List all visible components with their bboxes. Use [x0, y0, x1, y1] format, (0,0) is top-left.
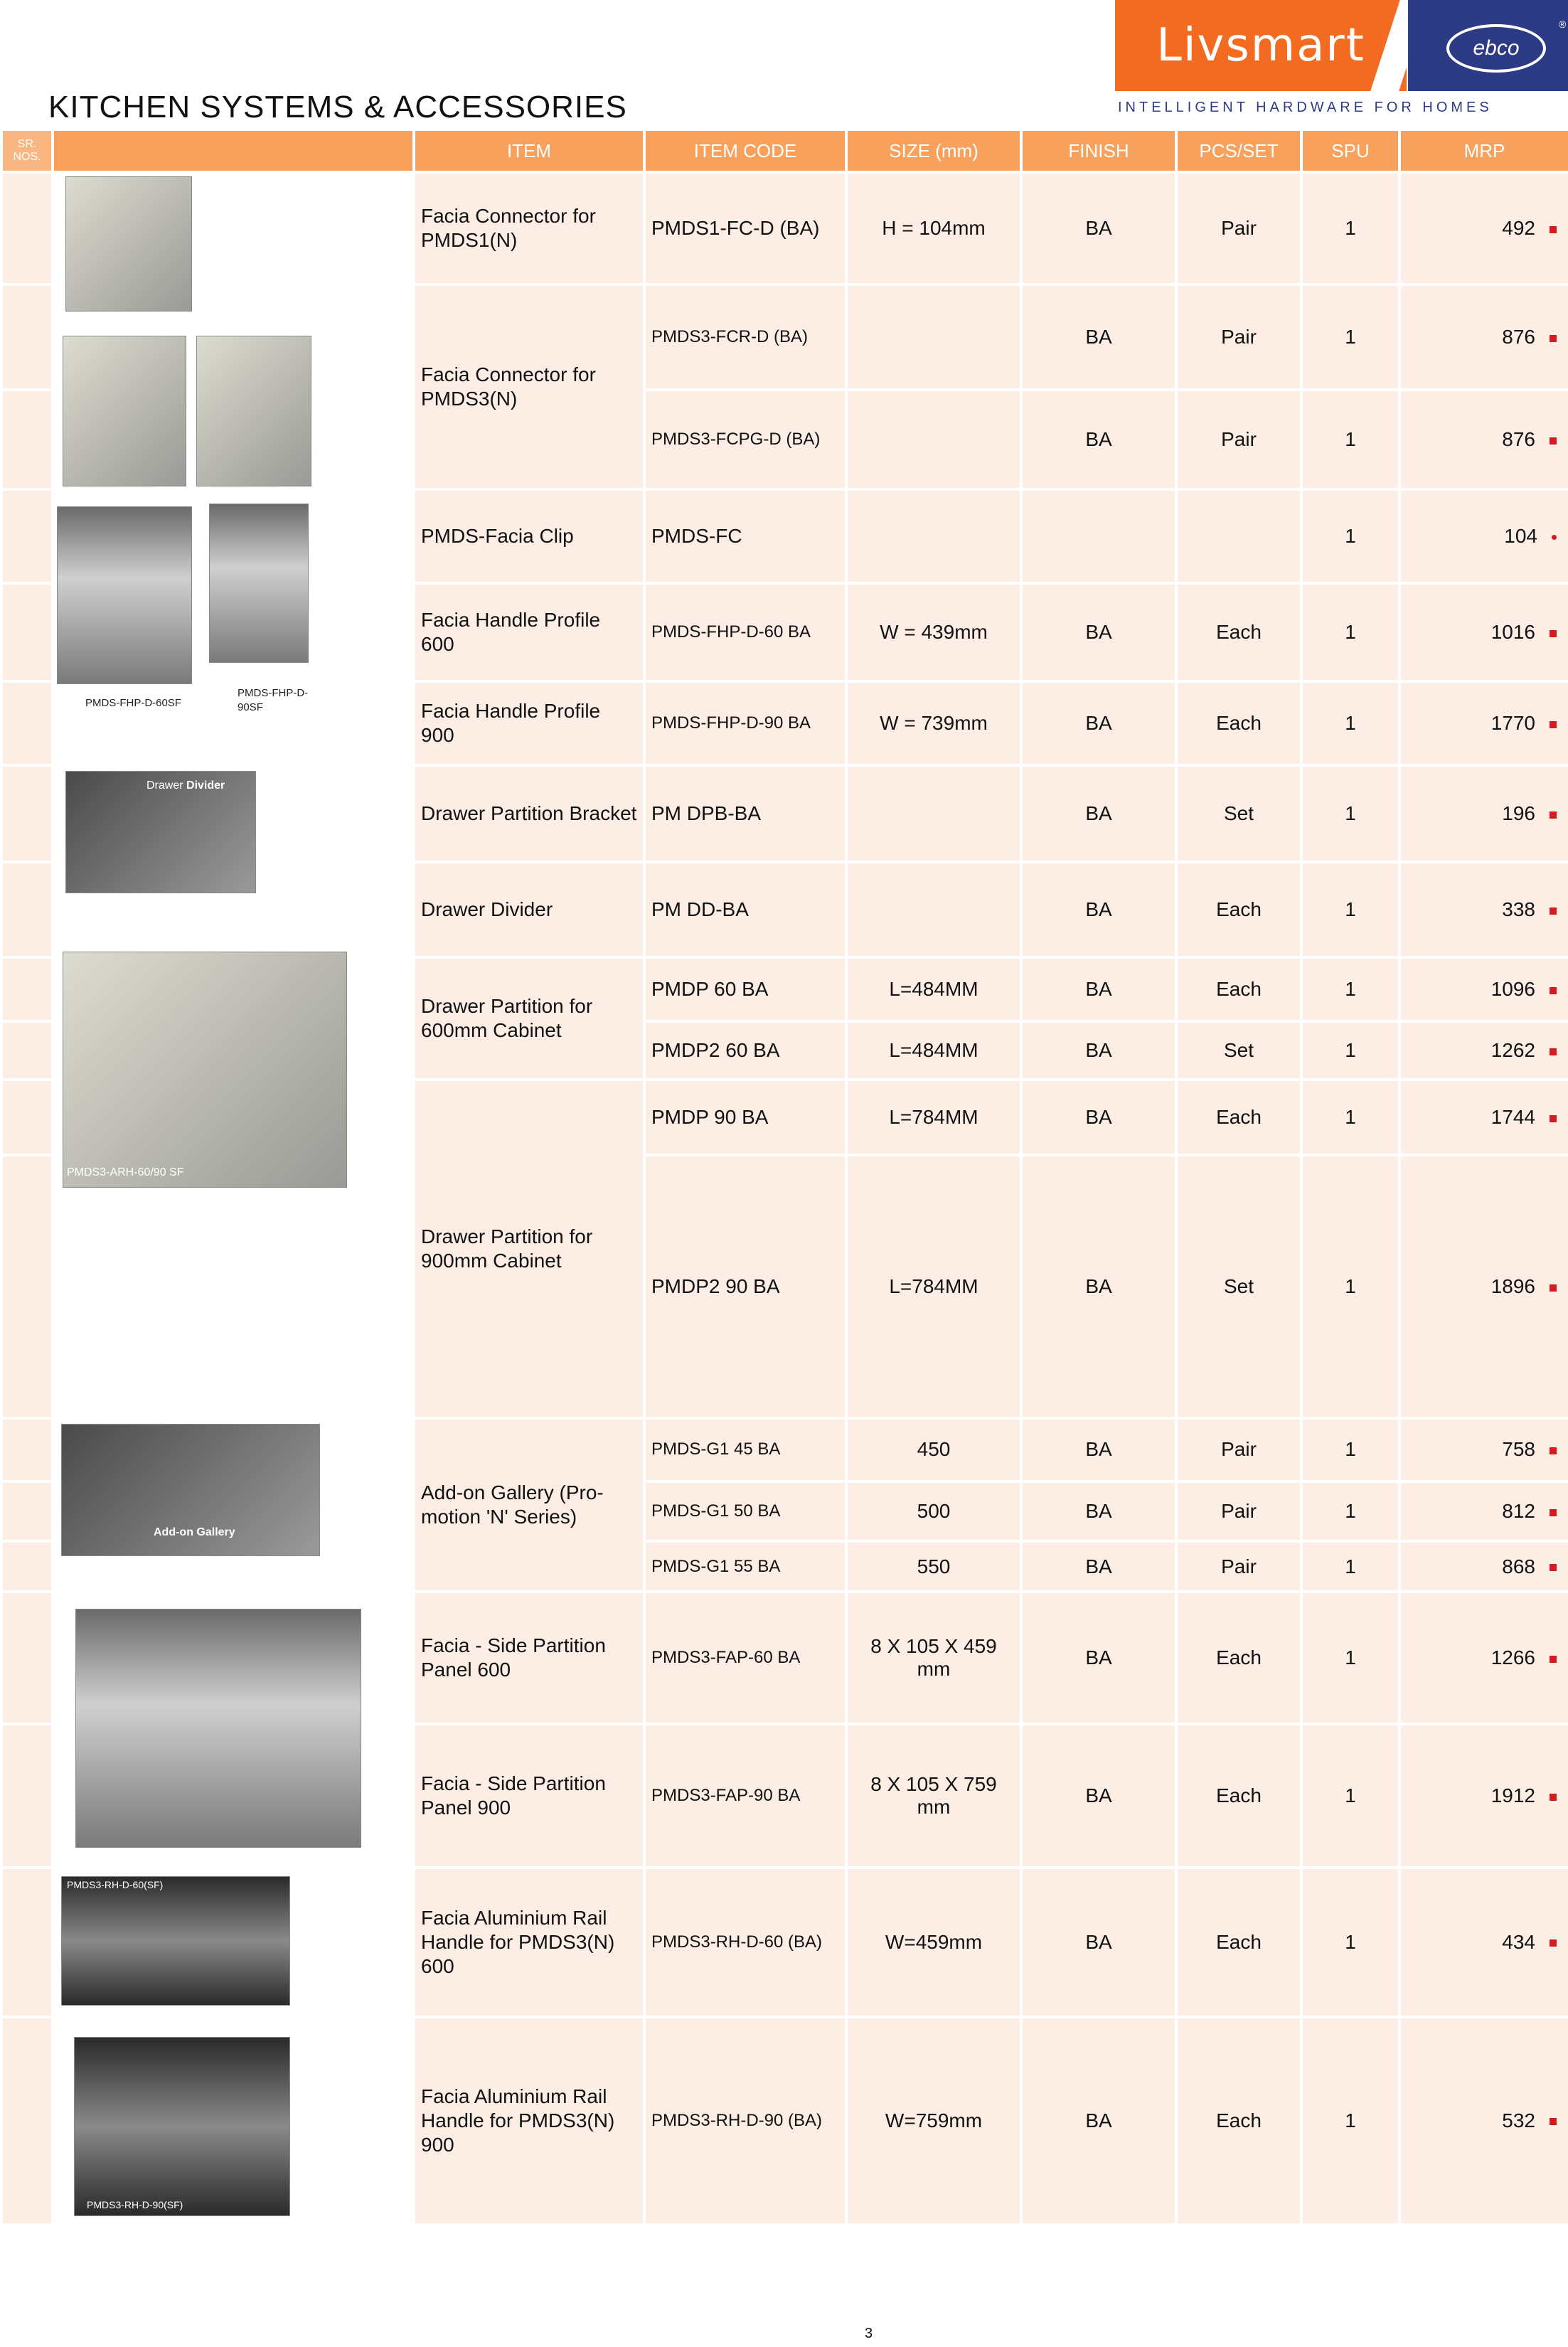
item-spu: 1	[1301, 681, 1399, 765]
item-code: PMDS3-FAP-60 BA	[644, 1592, 846, 1724]
sr-cell	[1, 1868, 53, 2017]
rail-handle-900-image	[74, 2037, 290, 2216]
item-code: PMDS3-FCPG-D (BA)	[644, 390, 846, 489]
col-header-item: ITEM	[414, 129, 644, 172]
item-name: PMDS-Facia Clip	[414, 489, 644, 583]
item-name: Drawer Divider	[414, 862, 644, 957]
item-spu: 1	[1301, 2017, 1399, 2225]
item-finish	[1021, 489, 1176, 583]
table-header-row	[1, 129, 1568, 172]
sr-cell	[1, 390, 53, 489]
item-finish: BA	[1021, 1724, 1176, 1868]
item-pcs-set: Each	[1176, 957, 1301, 1021]
mrp-value: 532	[1502, 2109, 1535, 2132]
sr-cell	[1, 1021, 53, 1080]
item-mrp	[1399, 1592, 1568, 1724]
mrp-value: 338	[1502, 898, 1535, 920]
price-marker-icon	[1550, 987, 1557, 994]
item-size: L=784MM	[846, 1080, 1021, 1155]
item-mrp	[1399, 1155, 1568, 1418]
item-code: PMDS1-FC-D (BA)	[644, 172, 846, 284]
facia-connector-pmds3-image-2	[196, 336, 311, 486]
image-caption: 90SF	[238, 701, 263, 713]
mrp-value: 1266	[1490, 1646, 1535, 1669]
mrp-value: 1262	[1490, 1039, 1535, 1061]
item-name: Facia Aluminium Rail Handle for PMDS3(N) 900	[414, 2017, 644, 2225]
item-mrp	[1399, 1080, 1568, 1155]
price-marker-icon	[1550, 1509, 1557, 1516]
table-row	[1, 1592, 1568, 1724]
table-row	[1, 172, 1568, 284]
item-code: PMDP 90 BA	[644, 1080, 846, 1155]
product-image-cell	[53, 1592, 414, 1868]
price-marker-dot-icon	[1552, 535, 1557, 540]
item-spu: 1	[1301, 1868, 1399, 2017]
item-mrp	[1399, 1418, 1568, 1481]
item-name: Facia - Side Partition Panel 900	[414, 1724, 644, 1868]
item-spu: 1	[1301, 765, 1399, 862]
item-pcs-set: Each	[1176, 1868, 1301, 2017]
item-spu: 1	[1301, 489, 1399, 583]
item-code: PMDS-FHP-D-60 BA	[644, 583, 846, 681]
item-pcs-set: Each	[1176, 1592, 1301, 1724]
item-mrp	[1399, 2017, 1568, 2225]
item-pcs-set: Each	[1176, 1080, 1301, 1155]
item-mrp	[1399, 1481, 1568, 1542]
price-marker-icon	[1550, 1939, 1557, 1947]
ebco-logo: ebco	[1446, 24, 1546, 73]
col-header-pcs-set: PCS/SET	[1176, 129, 1301, 172]
item-name: Drawer Partition Bracket	[414, 765, 644, 862]
table-row	[1, 1868, 1568, 2017]
table-row	[1, 1418, 1568, 1481]
item-size: 450	[846, 1418, 1021, 1481]
item-name: Facia - Side Partition Panel 600	[414, 1592, 644, 1724]
price-marker-icon	[1550, 226, 1557, 233]
table-row	[1, 765, 1568, 862]
item-name: Facia Connector for PMDS3(N)	[414, 284, 644, 489]
item-pcs-set: Pair	[1176, 172, 1301, 284]
price-table	[0, 128, 1568, 2226]
sr-cell	[1, 2017, 53, 2225]
price-marker-icon	[1550, 1284, 1557, 1292]
mrp-value: 758	[1502, 1438, 1535, 1461]
price-marker-icon	[1550, 1048, 1557, 1055]
item-size: H = 104mm	[846, 172, 1021, 284]
item-code: PM DD-BA	[644, 862, 846, 957]
facia-handle-profile-900-image	[209, 504, 309, 663]
product-image-cell	[53, 1418, 414, 1592]
item-size: W=459mm	[846, 1868, 1021, 2017]
item-pcs-set: Pair	[1176, 1418, 1301, 1481]
item-mrp	[1399, 1868, 1568, 2017]
brand-logo	[1115, 0, 1568, 92]
product-image-cell	[53, 765, 414, 1418]
sr-cell	[1, 1592, 53, 1724]
item-pcs-set: Each	[1176, 1724, 1301, 1868]
item-finish: BA	[1021, 1541, 1176, 1592]
item-spu: 1	[1301, 1080, 1399, 1155]
item-finish: BA	[1021, 284, 1176, 390]
mrp-value: 812	[1502, 1500, 1535, 1523]
facia-connector-pmds1-image	[65, 176, 192, 312]
item-finish: BA	[1021, 765, 1176, 862]
mrp-value: 196	[1502, 802, 1535, 824]
item-size	[846, 284, 1021, 390]
item-code: PMDP 60 BA	[644, 957, 846, 1021]
item-size	[846, 390, 1021, 489]
item-pcs-set: Pair	[1176, 390, 1301, 489]
item-size: W=759mm	[846, 2017, 1021, 2225]
item-spu: 1	[1301, 957, 1399, 1021]
price-marker-icon	[1550, 2118, 1557, 2125]
sr-cell	[1, 1541, 53, 1592]
sr-cell	[1, 489, 53, 583]
sr-cell	[1, 765, 53, 862]
item-finish: BA	[1021, 1868, 1176, 2017]
item-code: PMDP2 90 BA	[644, 1155, 846, 1418]
item-finish: BA	[1021, 583, 1176, 681]
col-header-image	[53, 129, 414, 172]
item-mrp	[1399, 1021, 1568, 1080]
item-spu: 1	[1301, 390, 1399, 489]
sr-cell	[1, 1481, 53, 1542]
item-size: 8 X 105 X 759 mm	[846, 1724, 1021, 1868]
item-finish: BA	[1021, 957, 1176, 1021]
item-size: L=484MM	[846, 1021, 1021, 1080]
sr-cell	[1, 1724, 53, 1868]
mrp-value: 492	[1502, 217, 1535, 239]
col-header-spu: SPU	[1301, 129, 1399, 172]
mrp-value: 876	[1502, 326, 1535, 348]
price-marker-icon	[1550, 630, 1557, 637]
item-spu: 1	[1301, 1021, 1399, 1080]
item-name: Drawer Partition for 900mm Cabinet	[414, 1080, 644, 1418]
price-marker-icon	[1550, 1794, 1557, 1801]
image-caption: PMDS-FHP-D-	[238, 687, 309, 699]
item-code: PMDS-FC	[644, 489, 846, 583]
image-caption	[146, 779, 225, 792]
item-name: Add-on Gallery (Pro-motion 'N' Series)	[414, 1418, 644, 1592]
item-code: PMDS3-FAP-90 BA	[644, 1724, 846, 1868]
item-pcs-set: Set	[1176, 1021, 1301, 1080]
price-marker-icon	[1550, 1656, 1557, 1663]
item-size	[846, 765, 1021, 862]
item-code: PMDS-G1 50 BA	[644, 1481, 846, 1542]
price-marker-icon	[1550, 335, 1557, 342]
item-finish: BA	[1021, 1155, 1176, 1418]
col-header-sr: SR. NOS.	[1, 129, 53, 172]
price-marker-icon	[1550, 721, 1557, 728]
item-finish: BA	[1021, 1080, 1176, 1155]
image-caption: PMDS3-RH-D-60(SF)	[67, 1879, 164, 1890]
item-name: Facia Aluminium Rail Handle for PMDS3(N) 600	[414, 1868, 644, 2017]
item-mrp	[1399, 957, 1568, 1021]
mrp-value: 1896	[1490, 1275, 1535, 1297]
price-marker-icon	[1550, 1447, 1557, 1454]
item-pcs-set	[1176, 489, 1301, 583]
item-size: 550	[846, 1541, 1021, 1592]
item-pcs-set: Each	[1176, 862, 1301, 957]
mrp-value: 1744	[1490, 1106, 1535, 1128]
item-code: PMDS-FHP-D-90 BA	[644, 681, 846, 765]
mrp-value: 876	[1502, 428, 1535, 450]
item-finish: BA	[1021, 1418, 1176, 1481]
item-spu: 1	[1301, 1592, 1399, 1724]
item-spu: 1	[1301, 284, 1399, 390]
item-size: W = 739mm	[846, 681, 1021, 765]
item-mrp	[1399, 1541, 1568, 1592]
price-marker-icon	[1550, 1115, 1557, 1122]
price-marker-icon	[1550, 908, 1557, 915]
item-finish: BA	[1021, 172, 1176, 284]
page-number: 3	[865, 2326, 873, 2341]
item-name: Facia Handle Profile 900	[414, 681, 644, 765]
item-spu: 1	[1301, 862, 1399, 957]
item-mrp	[1399, 390, 1568, 489]
item-finish: BA	[1021, 862, 1176, 957]
item-spu: 1	[1301, 1724, 1399, 1868]
item-name: Drawer Partition for 600mm Cabinet	[414, 957, 644, 1080]
item-size: W = 439mm	[846, 583, 1021, 681]
sr-cell	[1, 583, 53, 681]
sr-cell	[1, 1155, 53, 1418]
item-code: PMDS3-FCR-D (BA)	[644, 284, 846, 390]
item-code: PMDS3-RH-D-60 (BA)	[644, 1868, 846, 2017]
item-finish: BA	[1021, 1021, 1176, 1080]
mrp-value: 434	[1502, 1930, 1535, 1953]
mrp-value: 1016	[1490, 621, 1535, 643]
image-caption: Add-on Gallery	[154, 1526, 235, 1538]
mrp-value: 868	[1502, 1555, 1535, 1577]
item-spu: 1	[1301, 172, 1399, 284]
facia-connector-pmds3-image-1	[63, 336, 186, 486]
item-pcs-set: Each	[1176, 2017, 1301, 2225]
mrp-value: 1770	[1490, 712, 1535, 734]
item-pcs-set: Each	[1176, 681, 1301, 765]
item-pcs-set: Set	[1176, 1155, 1301, 1418]
item-size: L=484MM	[846, 957, 1021, 1021]
col-header-mrp: MRP	[1399, 129, 1568, 172]
item-mrp	[1399, 583, 1568, 681]
item-mrp	[1399, 1724, 1568, 1868]
item-code: PMDP2 60 BA	[644, 1021, 846, 1080]
sr-cell	[1, 1418, 53, 1481]
item-spu: 1	[1301, 1541, 1399, 1592]
item-pcs-set: Each	[1176, 583, 1301, 681]
item-mrp	[1399, 862, 1568, 957]
col-header-finish: FINISH	[1021, 129, 1176, 172]
mrp-value: 1912	[1490, 1784, 1535, 1806]
livsmart-logo: Livsmart	[1115, 0, 1407, 91]
item-finish: BA	[1021, 2017, 1176, 2225]
product-image-cell	[53, 172, 414, 765]
brand-tagline: INTELLIGENT HARDWARE FOR HOMES	[1118, 100, 1493, 115]
item-code: PMDS-G1 55 BA	[644, 1541, 846, 1592]
facia-side-partition-panel-image	[75, 1609, 361, 1848]
sr-cell	[1, 681, 53, 765]
item-name: Facia Handle Profile 600	[414, 583, 644, 681]
drawer-partition-image	[63, 952, 347, 1188]
item-mrp	[1399, 172, 1568, 284]
col-header-item-code: ITEM CODE	[644, 129, 846, 172]
item-finish: BA	[1021, 390, 1176, 489]
item-mrp	[1399, 284, 1568, 390]
item-spu: 1	[1301, 1481, 1399, 1542]
image-caption: PMDS3-RH-D-90(SF)	[87, 2199, 183, 2210]
item-spu: 1	[1301, 1418, 1399, 1481]
price-marker-icon	[1550, 1564, 1557, 1571]
caption-text: Drawer	[146, 779, 187, 792]
price-marker-icon	[1550, 437, 1557, 445]
price-marker-icon	[1550, 811, 1557, 819]
item-mrp	[1399, 489, 1568, 583]
item-code: PMDS3-RH-D-90 (BA)	[644, 2017, 846, 2225]
sr-cell	[1, 172, 53, 284]
item-mrp	[1399, 681, 1568, 765]
rail-handle-600-image	[61, 1876, 290, 2006]
item-size: 500	[846, 1481, 1021, 1542]
col-header-size: SIZE (mm)	[846, 129, 1021, 172]
item-pcs-set: Set	[1176, 765, 1301, 862]
sr-cell	[1, 1080, 53, 1155]
sr-cell	[1, 284, 53, 390]
item-size: L=784MM	[846, 1155, 1021, 1418]
image-caption: PMDS-FHP-D-60SF	[85, 697, 182, 709]
caption-text-bold: Divider	[186, 779, 225, 792]
item-finish: BA	[1021, 681, 1176, 765]
page-title: KITCHEN SYSTEMS & ACCESSORIES	[48, 90, 627, 124]
item-spu: 1	[1301, 583, 1399, 681]
mrp-value: 1096	[1490, 978, 1535, 1000]
item-mrp	[1399, 765, 1568, 862]
item-code: PM DPB-BA	[644, 765, 846, 862]
item-size: 8 X 105 X 459 mm	[846, 1592, 1021, 1724]
item-finish: BA	[1021, 1481, 1176, 1542]
item-code: PMDS-G1 45 BA	[644, 1418, 846, 1481]
item-finish: BA	[1021, 1592, 1176, 1724]
sr-cell	[1, 957, 53, 1021]
mrp-value: 104	[1504, 525, 1537, 547]
facia-handle-profile-600-image	[57, 506, 192, 684]
item-size	[846, 862, 1021, 957]
item-size	[846, 489, 1021, 583]
registered-mark: ®	[1559, 18, 1567, 30]
item-pcs-set: Pair	[1176, 1481, 1301, 1542]
item-pcs-set: Pair	[1176, 284, 1301, 390]
product-image-cell	[53, 1868, 414, 2225]
item-spu: 1	[1301, 1155, 1399, 1418]
item-pcs-set: Pair	[1176, 1541, 1301, 1592]
sr-cell	[1, 862, 53, 957]
image-caption: PMDS3-ARH-60/90 SF	[67, 1166, 184, 1178]
item-name: Facia Connector for PMDS1(N)	[414, 172, 644, 284]
